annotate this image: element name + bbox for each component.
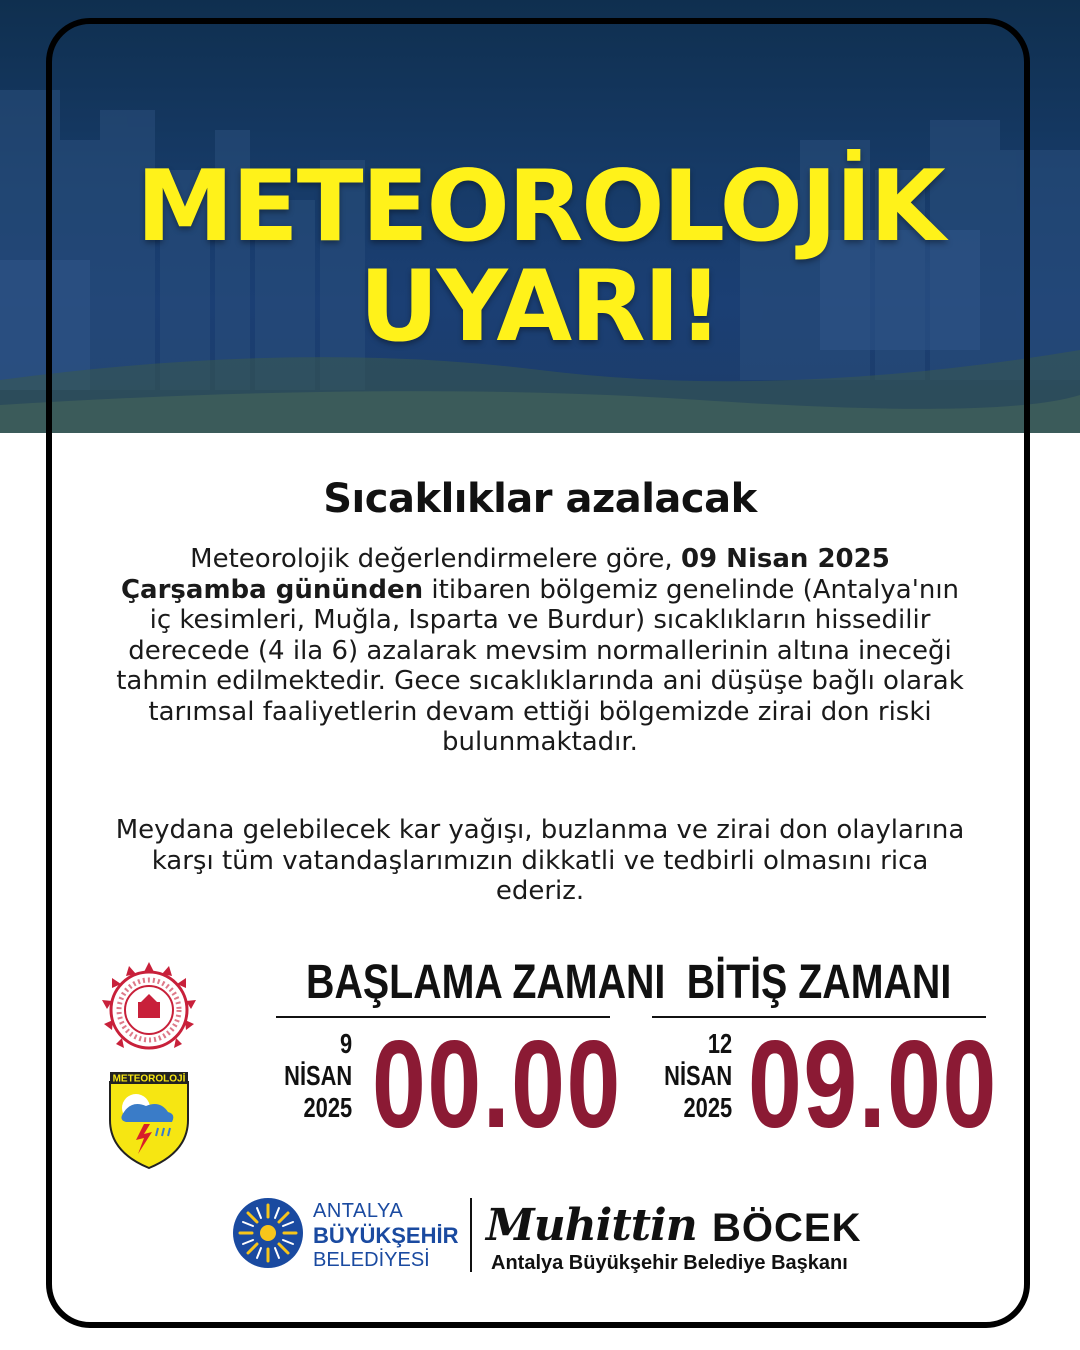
brand-line-3: BELEDİYESİ (313, 1249, 430, 1271)
start-year: 2025 (303, 1092, 352, 1123)
meteoroloji-logo-icon (106, 1070, 192, 1170)
end-date (664, 1028, 732, 1124)
start-day: 9 (339, 1028, 352, 1059)
brand-line-1: ANTALYA (313, 1200, 404, 1222)
brand-line-2: BÜYÜKŞEHİR (313, 1223, 459, 1248)
p1-date-bold: 09 Nisan 2025 Çarşamba gününden (120, 544, 890, 605)
end-label: BİTİŞ ZAMANI (686, 956, 952, 1009)
mayor-signature: Muhittin (486, 1200, 697, 1251)
title-line-1: METEOROLOJİK (136, 150, 944, 264)
municipality-brand (313, 1200, 458, 1272)
end-year: 2025 (683, 1092, 732, 1123)
p1-text-after: itibaren bölgemiz genelinde (Antalya'nın iç kesimleri, Muğla, Isparta ve Burdur) sıcaklıkların hissedilir derecede (4 ila 6) azalarak mevsim normallerinin altına ineceği tahmin edilmektedir. Gece sıcaklıklarında ani düşüşe bağlı olarak tarımsal faaliyetlerin devam ettiği bölgemizde zirai don riski bulunmaktadır. (116, 574, 964, 757)
end-month: NİSAN (664, 1060, 732, 1091)
footer-divider (470, 1198, 472, 1272)
meteoroloji-logo-label: METEOROLOJİ (112, 1073, 186, 1085)
end-time-block (652, 955, 998, 1154)
start-date (284, 1028, 352, 1124)
ministry-seal-icon (94, 960, 204, 1060)
mayor-title: Antalya Büyükşehir Belediye Başkanı (491, 1252, 848, 1274)
antalya-sun-logo-icon (232, 1197, 304, 1269)
start-label: BAŞLAMA ZAMANI (306, 956, 666, 1009)
start-time: 00.00 (372, 1016, 622, 1154)
notice-paragraph-1 (115, 544, 965, 758)
end-day: 12 (707, 1028, 732, 1059)
end-time: 09.00 (748, 1016, 998, 1154)
notice-paragraph-2: Meydana gelebilecek kar yağışı, buzlanma ve zirai don olaylarına karşı tüm vatandaşlarımızın dikkatli ve tedbirli olmasını rica ederiz. (115, 815, 965, 906)
start-time-block (276, 955, 666, 1154)
start-month: NİSAN (284, 1060, 352, 1091)
mayor-surname: BÖCEK (712, 1206, 862, 1250)
notice-subtitle: Sıcaklıklar azalacak (323, 476, 757, 522)
title-line-2: UYARI! (359, 250, 721, 364)
p1-text-before: Meteorolojik değerlendirmelere göre, (190, 544, 681, 574)
